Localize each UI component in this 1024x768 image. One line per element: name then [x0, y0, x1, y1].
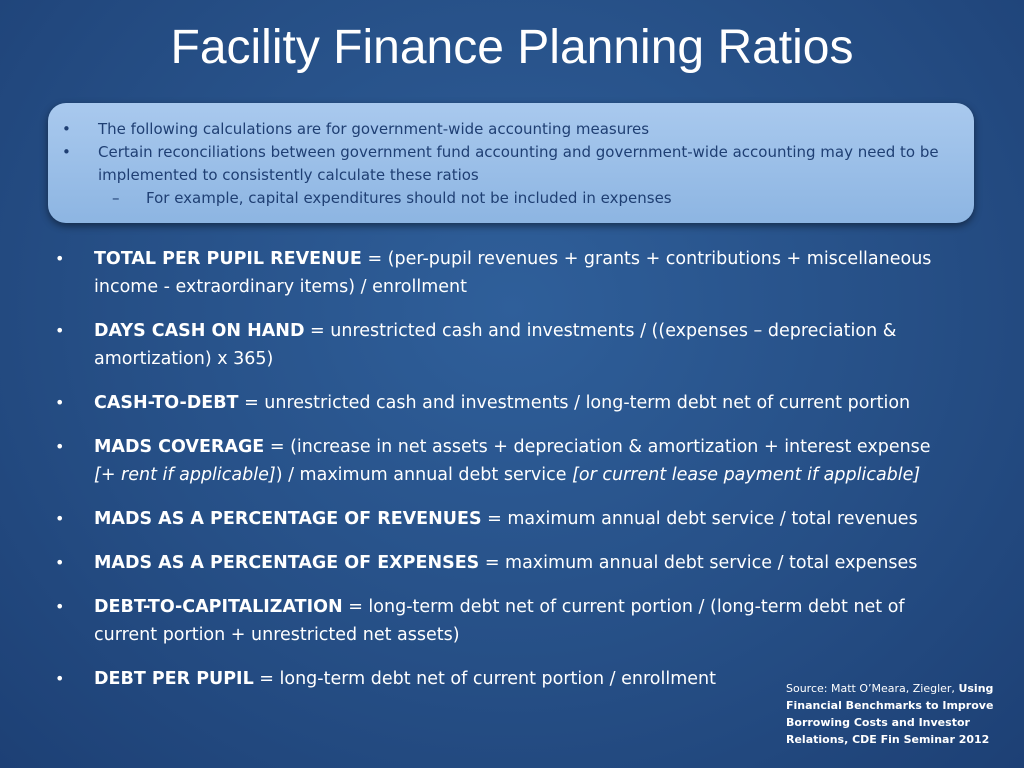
callout-sub-bullet: [60, 187, 956, 210]
callout-box: [48, 103, 974, 223]
source-citation: [786, 680, 1014, 748]
bullet-icon: •: [55, 249, 65, 268]
ratio-definition: = maximum annual debt service / total expenses: [479, 553, 918, 573]
ratio-definition: = (increase in net assets + depreciation & amortization + interest expense: [264, 437, 931, 457]
bullet-icon: •: [55, 321, 65, 340]
list-item: [55, 433, 955, 489]
ratio-definition: = unrestricted cash and investments / ((expenses – depreciation & amortization) x 365): [94, 321, 897, 369]
ratio-note: [or current lease payment if applicable]: [572, 465, 921, 485]
callout-text: The following calculations are for government-wide accounting measures: [98, 120, 650, 138]
ratio-term: MADS AS A PERCENTAGE OF EXPENSES: [94, 553, 480, 573]
bullet-icon: •: [55, 553, 65, 572]
list-item: [55, 549, 955, 577]
callout-bullet: [60, 118, 956, 141]
list-item: [55, 317, 955, 373]
bullet-icon: •: [55, 597, 65, 616]
callout-text: Certain reconciliations between government fund accounting and government-wide accounting may need to be implemented to consistently calculate these ratios: [98, 143, 939, 184]
ratio-term: DEBT-TO-CAPITALIZATION: [94, 597, 343, 617]
source-prefix: Source: Matt O’Meara, Ziegler,: [786, 682, 959, 695]
source-title: Using Financial Benchmarks to Improve Borrowing Costs and Investor Relations, CDE Fin Seminar 2012: [786, 682, 994, 746]
ratio-definition: = maximum annual debt service / total revenues: [481, 509, 918, 529]
callout-bullet: [60, 141, 956, 187]
bullet-icon: •: [55, 509, 65, 528]
ratio-definition: = unrestricted cash and investments / long-term debt net of current portion: [238, 393, 911, 413]
ratio-term: DAYS CASH ON HAND: [94, 321, 305, 341]
ratio-note: [+ rent if applicable]: [94, 465, 276, 485]
list-item: [55, 245, 955, 301]
list-item: [55, 505, 955, 533]
list-item: [55, 389, 955, 417]
bullet-icon: •: [55, 393, 65, 412]
ratio-definition: = (per-pupil revenues + grants + contributions + miscellaneous income - extraordinary items) / enrollment: [94, 249, 932, 297]
ratio-list: [55, 245, 955, 709]
dash-icon: –: [112, 189, 120, 207]
bullet-icon: •: [55, 669, 65, 688]
bullet-icon: •: [55, 437, 65, 456]
ratio-definition: = long-term debt net of current portion / enrollment: [253, 669, 716, 689]
ratio-term: CASH-TO-DEBT: [94, 393, 239, 413]
ratio-definition: ) / maximum annual debt service: [275, 465, 573, 485]
ratio-term: DEBT PER PUPIL: [94, 669, 254, 689]
slide-title: Facility Finance Planning Ratios: [170, 21, 854, 74]
bullet-icon: •: [62, 120, 71, 138]
ratio-term: TOTAL PER PUPIL REVENUE: [94, 249, 362, 269]
ratio-term: MADS AS A PERCENTAGE OF REVENUES: [94, 509, 482, 529]
callout-sub-text: For example, capital expenditures should not be included in expenses: [146, 189, 672, 207]
list-item: [55, 593, 955, 649]
bullet-icon: •: [62, 143, 71, 161]
ratio-term: MADS COVERAGE: [94, 437, 265, 457]
ratio-definition: = long-term debt net of current portion / (long-term debt net of current portion + unrestricted net assets): [94, 597, 905, 645]
